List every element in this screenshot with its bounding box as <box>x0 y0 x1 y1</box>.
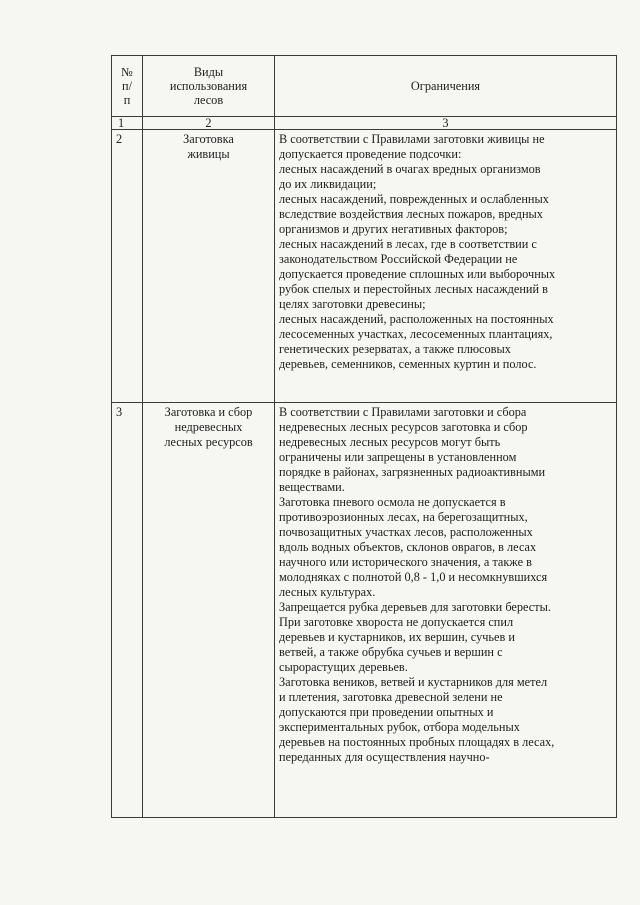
restriction-line: экспериментальных рубок, отбора модельных <box>279 720 520 734</box>
table-header-row <box>112 56 617 117</box>
restriction-line: Заготовка веников, ветвей и кустарников для метел <box>279 675 548 689</box>
column-number: 1 <box>112 117 143 130</box>
restriction-line: деревьев на постоянных пробных площадях в лесах, <box>279 735 555 749</box>
restriction-line: ветвей, а также обрубка сучьев и вершин с <box>279 645 503 659</box>
restriction-line: недревесных лесных ресурсов заготовка и сбор <box>279 420 528 434</box>
column-numbering-row <box>112 117 617 130</box>
restriction-line: целях заготовки древесины; <box>279 297 426 311</box>
header-number-line: п <box>123 93 131 107</box>
row-number: 3 <box>112 403 143 818</box>
row-restrictions <box>275 403 617 818</box>
row-kind-line: Заготовка <box>183 132 234 146</box>
restriction-line: допускается проведение сплошных или выборочных <box>279 267 556 281</box>
header-restrictions: Ограничения <box>275 56 617 117</box>
restriction-line: лесных насаждений, поврежденных и ослабленных <box>279 192 549 206</box>
row-kind-line: лесных ресурсов <box>164 435 253 449</box>
restriction-line: лесных культурах. <box>279 585 376 599</box>
restriction-line: лесных насаждений в лесах, где в соответствии с <box>279 237 537 251</box>
row-kind-line: живицы <box>187 147 230 161</box>
restriction-line: почвозащитных участках лесов, расположенных <box>279 525 533 539</box>
restriction-line: лесных насаждений в очагах вредных организмов <box>279 162 541 176</box>
restriction-line: При заготовке хвороста не допускается спил <box>279 615 514 629</box>
restriction-line: Заготовка пневого осмола не допускается в <box>279 495 506 509</box>
restriction-line: Запрещается рубка деревьев для заготовки бересты. <box>279 600 551 614</box>
table-row <box>112 130 617 403</box>
restriction-line: молодняках с полнотой 0,8 - 1,0 и несомкнувшихся <box>279 570 548 584</box>
row-kind-line: Заготовка и сбор <box>164 405 253 419</box>
header-number-line: п/ <box>122 79 132 93</box>
restriction-line: порядке в районах, загрязненных радиоактивными <box>279 465 546 479</box>
restriction-line: веществами. <box>279 480 345 494</box>
restriction-line: сырорастущих деревьев. <box>279 660 408 674</box>
restriction-line: В соответствии с Правилами заготовки и сбора <box>279 405 527 419</box>
restriction-line: законодательством Российской Федерации не <box>279 252 518 266</box>
restriction-line: до их ликвидации; <box>279 177 377 191</box>
restriction-line: деревьев и кустарников, их вершин, сучьев и <box>279 630 515 644</box>
restriction-line: генетических резерватах, а также плюсовых <box>279 342 511 356</box>
header-kind-line: Виды <box>193 65 224 79</box>
table-row <box>112 403 617 818</box>
row-kind-line: недревесных <box>174 420 243 434</box>
header-kind-line: использования <box>169 79 248 93</box>
restriction-line: научного или исторического значения, а также в <box>279 555 532 569</box>
header-number-line: № <box>121 65 133 79</box>
restriction-line: ограничены или запрещены в установленном <box>279 450 517 464</box>
restriction-line: недревесных лесных ресурсов могут быть <box>279 435 501 449</box>
restriction-line: организмов и других негативных факторов; <box>279 222 508 236</box>
restriction-line: лесосеменных участках, лесосеменных плантациях, <box>279 327 553 341</box>
row-restrictions <box>275 130 617 403</box>
restriction-line: переданных для осуществления научно- <box>279 750 490 764</box>
restriction-line: вследствие воздействия лесных пожаров, вредных <box>279 207 543 221</box>
restriction-line: противоэрозионных лесах, на берегозащитных, <box>279 510 528 524</box>
restrictions-table <box>111 55 617 818</box>
restriction-line: допускаются при проведении опытных и <box>279 705 494 719</box>
header-kind <box>143 56 275 117</box>
row-number: 2 <box>112 130 143 403</box>
header-number <box>112 56 143 117</box>
restriction-line: вдоль водных объектов, склонов оврагов, в лесах <box>279 540 537 554</box>
row-kind <box>143 403 275 818</box>
column-number: 2 <box>143 117 275 130</box>
restriction-line: допускается проведение подсочки: <box>279 147 462 161</box>
row-kind <box>143 130 275 403</box>
restriction-line: деревьев, семенников, семенных куртин и полос. <box>279 357 537 371</box>
column-number: 3 <box>275 117 617 130</box>
restriction-line: лесных насаждений, расположенных на постоянных <box>279 312 554 326</box>
restriction-line: и плетения, заготовка древесной зелени не <box>279 690 503 704</box>
restriction-line: В соответствии с Правилами заготовки живицы не <box>279 132 545 146</box>
restriction-line: рубок спелых и перестойных лесных насаждений в <box>279 282 548 296</box>
header-kind-line: лесов <box>193 93 224 107</box>
